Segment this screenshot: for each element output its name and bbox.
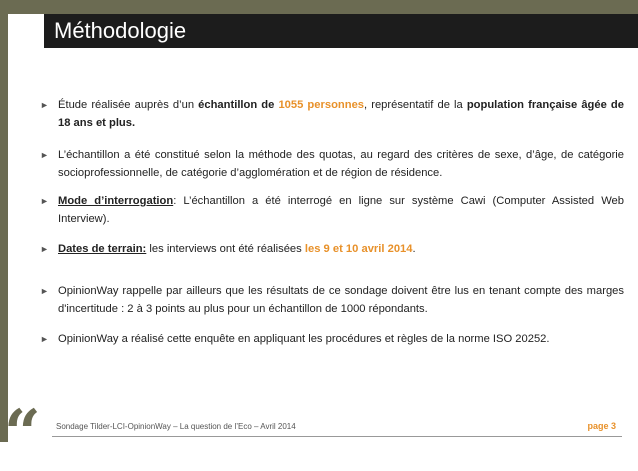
triangle-bullet-icon: ► xyxy=(40,150,49,160)
footer xyxy=(0,396,638,471)
bullet-quotas: ► L’échantillon a été constitué selon la méthode des quotas, au regard des critères de sexe, d’âge, de catégorie socioprofessionnelle, de catégorie d’agglomération et de région de résidence. xyxy=(40,146,624,182)
bullet-margins: ► OpinionWay rappelle par ailleurs que les résultats de ce sondage doivent être lus en tenant compte des marges d'incertitude : 2 à 3 points au plus pour un échantillon de 1000 répondants. xyxy=(40,282,624,318)
page-title: Méthodologie xyxy=(54,18,187,43)
bullet-dates: ► Dates de terrain: les interviews ont été réalisées les 9 et 10 avril 2014. xyxy=(40,240,624,258)
quote-mark-icon: “ xyxy=(4,396,41,471)
bullet-sample: ► Étude réalisée auprès d’un échantillon de 1055 personnes, représentatif de la population française âgée de 18 ans et plus. xyxy=(40,96,624,132)
triangle-bullet-icon: ► xyxy=(40,244,49,254)
page-number: page 3 xyxy=(587,421,616,431)
triangle-bullet-icon: ► xyxy=(40,100,49,110)
bullet-mode: ► Mode d’interrogation: L’échantillon a été interrogé en ligne sur système Cawi (Computer Assisted Web Interview). xyxy=(40,192,624,228)
triangle-bullet-icon: ► xyxy=(40,286,49,296)
bullet-list xyxy=(40,96,624,348)
left-decor-stripe xyxy=(0,0,8,442)
top-decor-bar xyxy=(0,0,638,14)
title-bar xyxy=(44,14,638,48)
footer-divider xyxy=(52,436,622,437)
footer-source: Sondage Tilder-LCI-OpinionWay – La question de l’Eco – Avril 2014 xyxy=(56,422,296,431)
triangle-bullet-icon: ► xyxy=(40,334,49,344)
bullet-iso: ► OpinionWay a réalisé cette enquête en appliquant les procédures et règles de la norme ISO 20252. xyxy=(40,330,624,348)
triangle-bullet-icon: ► xyxy=(40,196,49,206)
